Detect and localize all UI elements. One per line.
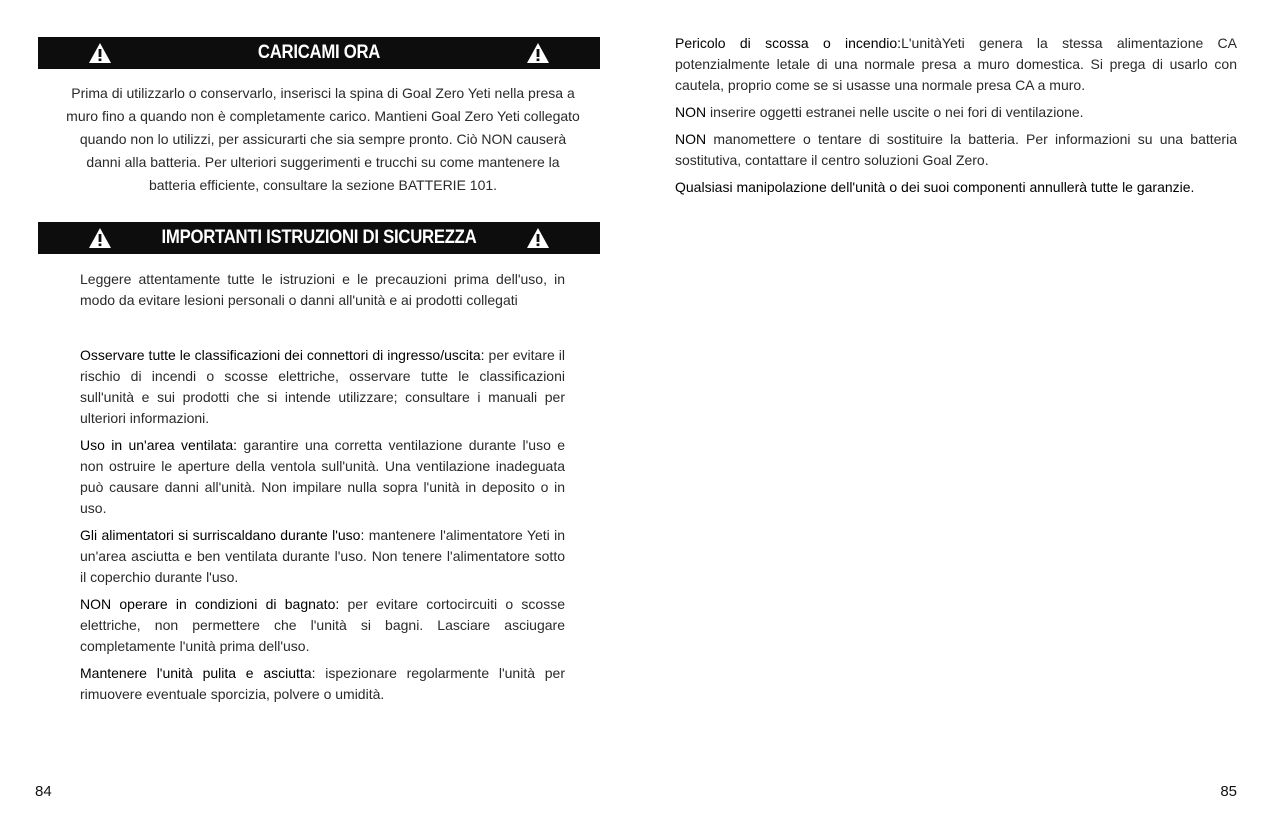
instruction-item: [80, 594, 565, 657]
instruction-item: [80, 435, 565, 519]
instruction-item: [675, 129, 1237, 171]
instruction-text: L'unitàYeti genera la stessa alimentazione CA potenzialmente letale di una normale presa a muro domestica. Si prega di usarlo con cautela, proprio come se si usasse una normale presa CA a muro.: [675, 35, 1238, 93]
instruction-text: manomettere o tentare di sostituire la batteria. Per informazioni su una batteria sostitutiva, contattare il centro soluzioni Goal Zero.: [675, 131, 1237, 168]
banner-title: IMPORTANTI ISTRUZIONI DI SICUREZZA: [161, 227, 477, 248]
instruction-lead: Pericolo di scossa o incendio:: [675, 35, 902, 51]
instruction-lead: Gli alimentatori si surriscaldano durante l'uso:: [80, 527, 365, 543]
instruction-text: per evitare il rischio di incendi o scosse elettriche, osservare tutte le classificazioni sull'unità e sui prodotti che si intende utilizzare; consultare i manuali per ulteriori informazioni.: [80, 347, 565, 426]
safety-instructions-list: [675, 33, 1237, 204]
safety-instructions-list: [80, 345, 565, 711]
warning-triangle-icon: [526, 227, 550, 249]
instruction-lead: NON operare in condizioni di bagnato:: [80, 596, 340, 612]
instruction-item: [80, 663, 565, 705]
instruction-text: ispezionare regolarmente l'unità per rimuovere eventuale sporcizia, polvere o umidità.: [80, 665, 565, 702]
instruction-item: [675, 33, 1237, 96]
page-number: 84: [35, 783, 52, 800]
instruction-text: per evitare cortocircuiti o scosse elettriche, non permettere che l'unità si bagni. Lasciare asciugare completamente l'unità prima dell'uso.: [80, 596, 565, 654]
warranty-notice: [675, 177, 1237, 198]
safety-banner: [38, 222, 600, 254]
instruction-item: [675, 102, 1237, 123]
instruction-item: [80, 345, 565, 429]
intro-text: Leggere attentamente tutte le istruzioni e le precauzioni prima dell'uso, in modo da evitare lesioni personali o danni all'unità e ai prodotti collegati: [80, 271, 565, 308]
warning-triangle-icon: [526, 42, 550, 64]
page-number: 85: [1220, 783, 1237, 800]
right-page: [637, 0, 1275, 825]
instruction-lead: Uso in un'area ventilata:: [80, 437, 238, 453]
charge-now-banner: [38, 37, 600, 69]
banner-title: CARICAMI ORA: [257, 42, 381, 63]
instruction-text: garantire una corretta ventilazione durante l'uso e non ostruire le aperture della ventola sull'unità. Una ventilazione inadeguata può causare danni all'unità. Non impilare nulla sopra l'unità in deposito o in uso.: [80, 437, 565, 516]
instruction-text: inserire oggetti estranei nelle uscite o nei fori di ventilazione.: [706, 104, 1084, 120]
instruction-lead: Qualsiasi manipolazione dell'unità o dei suoi componenti annullerà tutte le garanzie.: [675, 179, 1195, 195]
instruction-lead: Mantenere l'unità pulita e asciutta:: [80, 665, 316, 681]
instruction-lead: NON: [675, 104, 707, 120]
instruction-text: mantenere l'alimentatore Yeti in un'area asciutta e ben ventilata durante l'uso. Non tenere l'alimentatore sotto il coperchio durante l'uso.: [80, 527, 565, 585]
left-page: [0, 0, 637, 825]
instruction-lead: NON: [675, 131, 707, 147]
charge-paragraph: Prima di utilizzarlo o conservarlo, inserisci la spina di Goal Zero Yeti nella presa a muro fino a quando non è completamente carico. Mantieni Goal Zero Yeti collegato quando non lo utilizzi, per assicurarti che sia sempre pronto. Ciò NON causerà danni alla batteria. Per ulteriori suggerimenti e trucchi su come mantenere la batteria efficiente, consultare la sezione BATTERIE 101.: [66, 85, 580, 193]
instruction-item: [80, 525, 565, 588]
intro-paragraph: [80, 269, 565, 317]
instruction-lead: Osservare tutte le classificazioni dei connettori di ingresso/uscita:: [80, 347, 485, 363]
